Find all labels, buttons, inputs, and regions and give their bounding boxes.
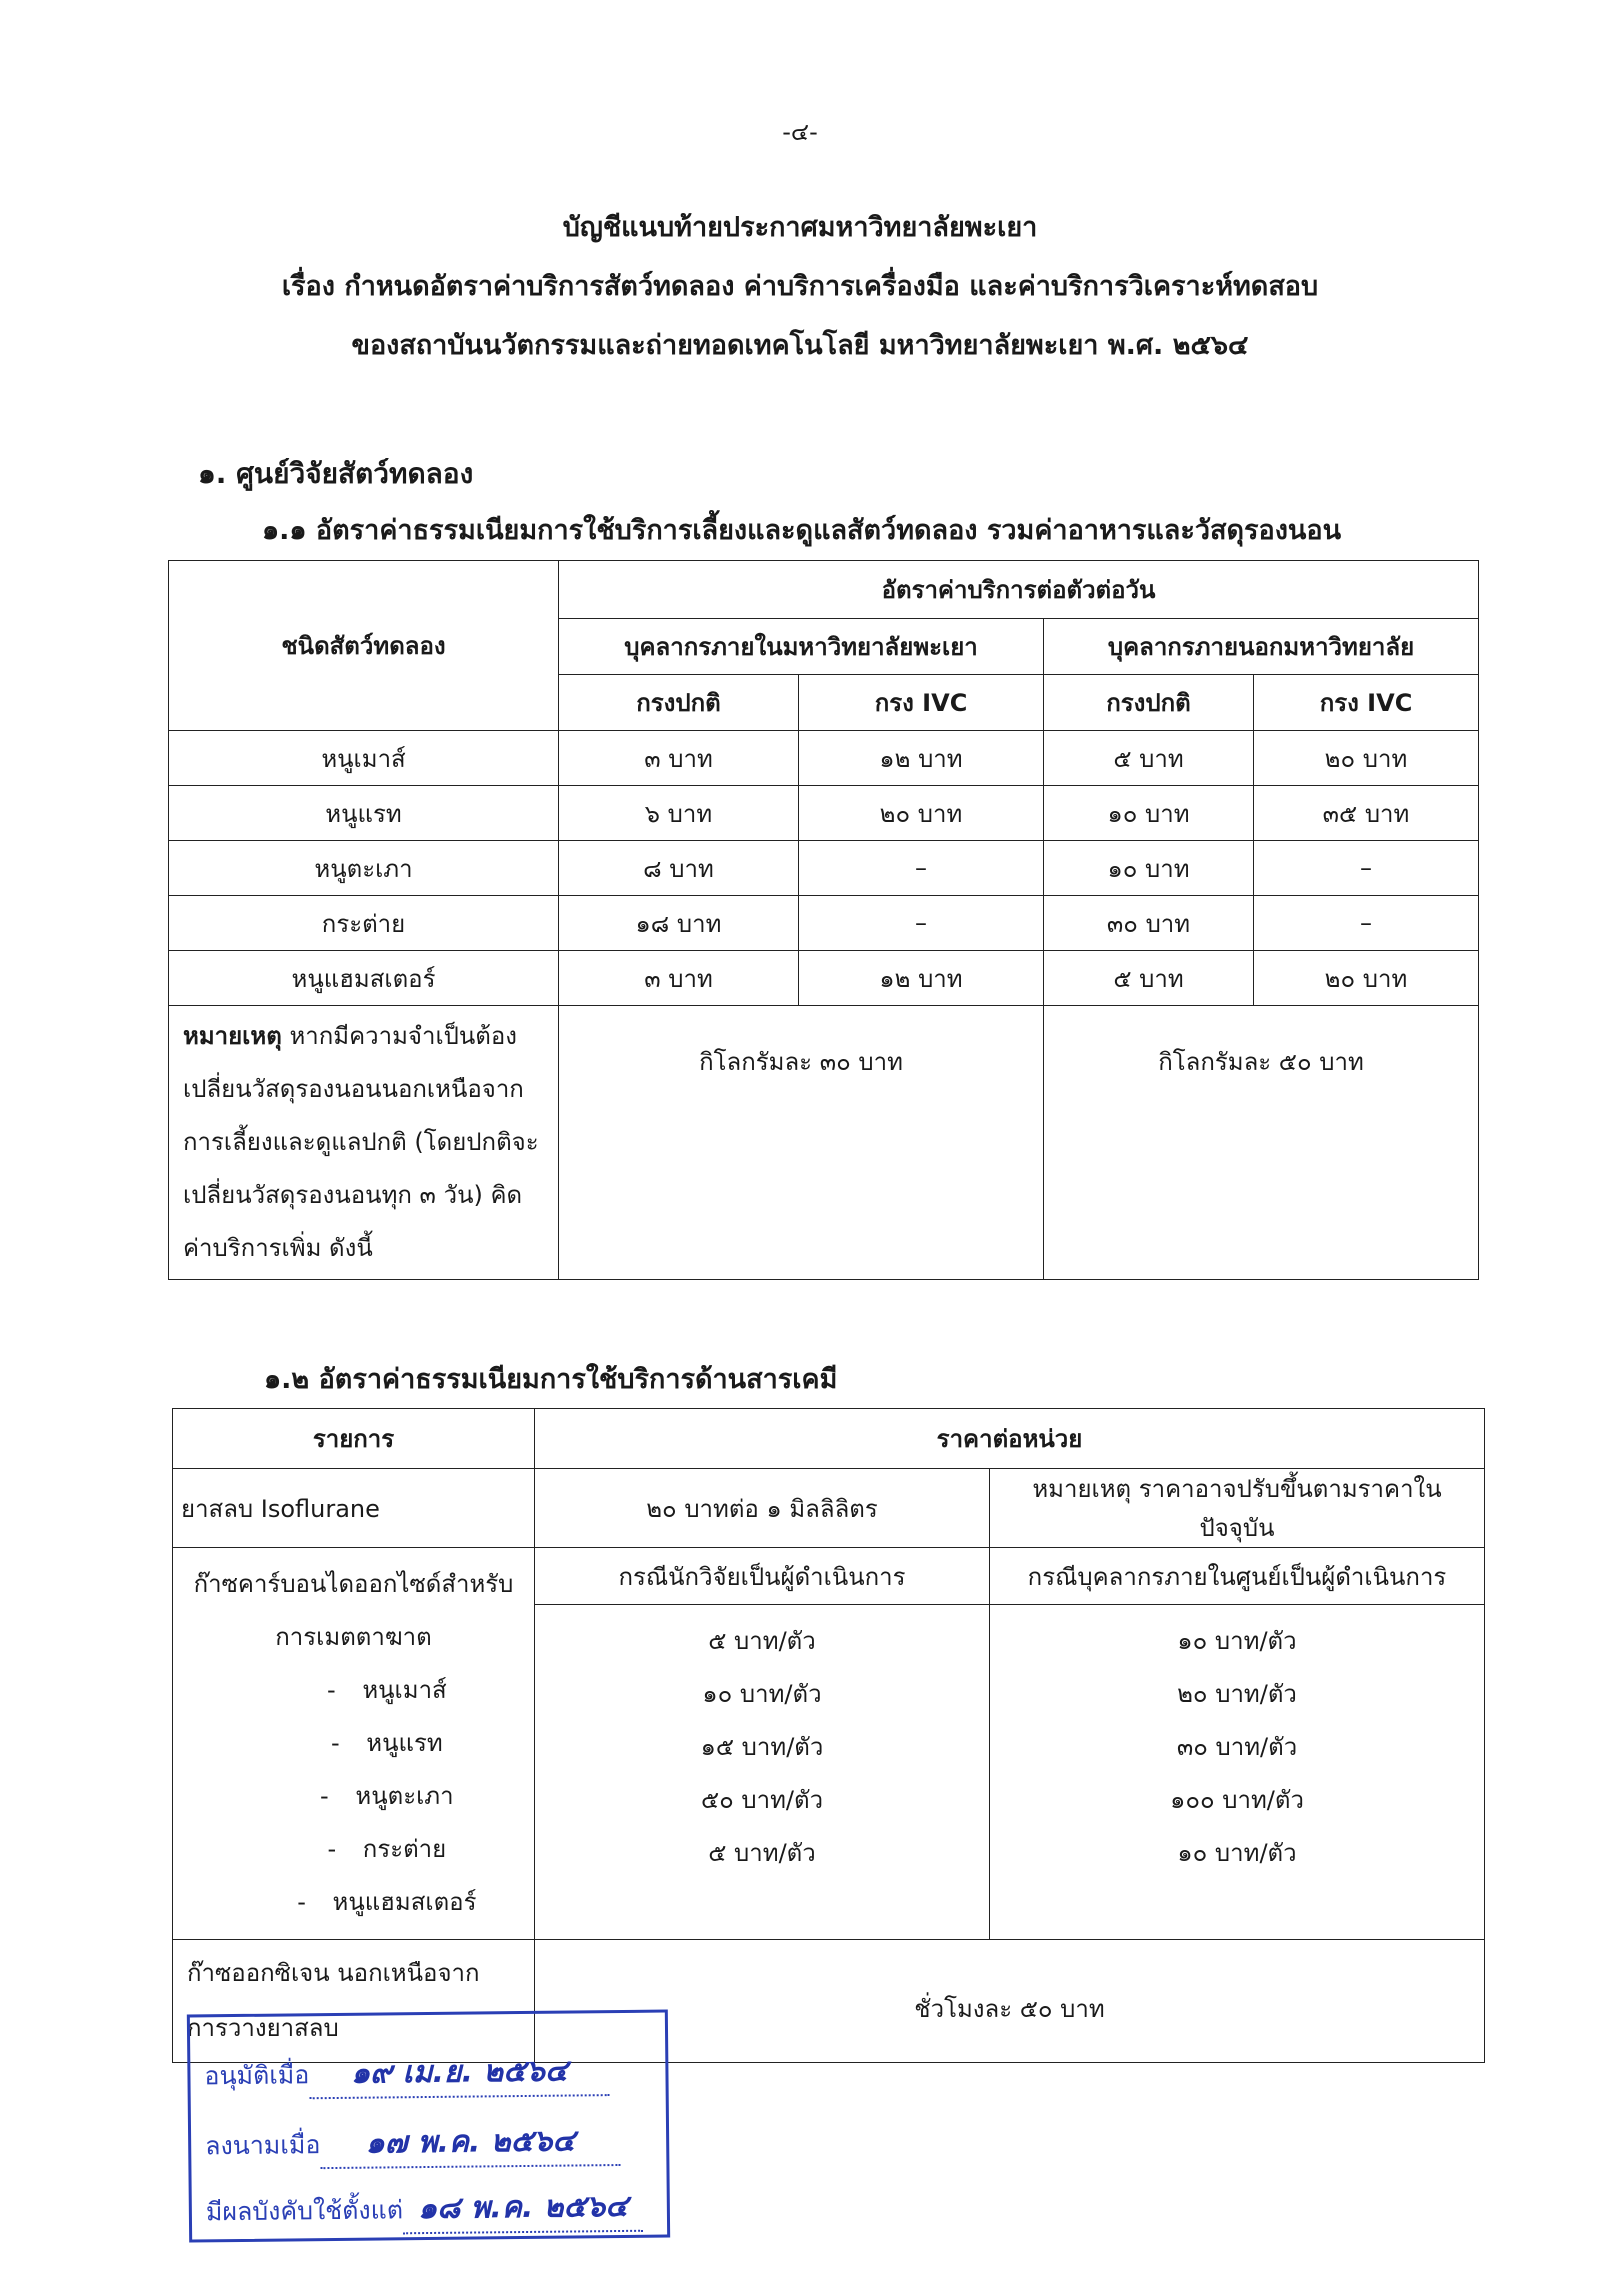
animal-name: หนูแฮมสเตอร์ xyxy=(169,951,559,1006)
price-item: ๑๐ บาท/ตัว xyxy=(1177,1839,1297,1868)
rate-cell: ๒๐ บาท xyxy=(1254,951,1479,1006)
rate-cell: ๕ บาท xyxy=(1044,731,1254,786)
animal-name: หนูเมาส์ xyxy=(362,1676,447,1704)
rate-cell: ๘ บาท xyxy=(559,841,799,896)
header-internal-staff: บุคลากรภายในมหาวิทยาลัยพะเยา xyxy=(559,619,1044,675)
researcher-prices xyxy=(535,1605,990,1940)
rate-cell: – xyxy=(799,841,1044,896)
rate-cell: – xyxy=(799,896,1044,951)
stamp-signed-line xyxy=(205,2117,621,2170)
price-item: ๒๐ บาท/ตัว xyxy=(1177,1680,1297,1709)
header-external-staff: บุคลากรภายนอกมหาวิทยาลัย xyxy=(1044,619,1479,675)
section-1-title: ๑. ศูนย์วิจัยสัตว์ทดลอง xyxy=(198,457,474,490)
animal-name: กระต่าย xyxy=(362,1835,447,1863)
oxygen-price: ชั่วโมงละ ๕๐ บาท xyxy=(535,1940,1485,2063)
table-row xyxy=(169,731,1479,786)
rate-cell: ๓๐ บาท xyxy=(1044,896,1254,951)
table-row xyxy=(169,786,1479,841)
animal-name: หนูตะเภา xyxy=(169,841,559,896)
list-item: - หนูแรท xyxy=(330,1729,443,1757)
header-price-per-unit: ราคาต่อหน่วย xyxy=(535,1409,1485,1469)
anesthetic-item: ยาสลบ Isoflurane xyxy=(173,1469,535,1548)
rate-cell: ๑๘ บาท xyxy=(559,896,799,951)
header-external-normal-cage: กรงปกติ xyxy=(1044,675,1254,731)
rate-cell: ๑๐ บาท xyxy=(1044,786,1254,841)
table-row xyxy=(169,841,1479,896)
approval-stamp xyxy=(187,2009,670,2242)
case-staff-header: กรณีบุคลากรภายในศูนย์เป็นผู้ดำเนินการ xyxy=(990,1548,1485,1605)
rate-cell: ๓๕ บาท xyxy=(1254,786,1479,841)
price-item: ๕๐ บาท/ตัว xyxy=(700,1786,824,1815)
table-row xyxy=(173,1469,1485,1548)
stamp-effective-date: ๑๘ พ.ค. ๒๕๖๔ xyxy=(403,2183,643,2235)
price-item: ๕ บาท/ตัว xyxy=(708,1627,816,1656)
page-number: -๔- xyxy=(782,118,818,146)
price-item: ๕ บาท/ตัว xyxy=(708,1839,816,1868)
rate-cell: ๑๒ บาท xyxy=(799,731,1044,786)
animal-care-rate-table xyxy=(168,560,1479,1280)
section-1-2-title: ๑.๒ อัตราค่าธรรมเนียมการใช้บริการด้านสารเคมี xyxy=(264,1364,838,1395)
animal-name: หนูแรท xyxy=(169,786,559,841)
header-item: รายการ xyxy=(173,1409,535,1469)
bedding-rate-internal: กิโลกรัมละ ๓๐ บาท xyxy=(559,1006,1044,1280)
rate-cell: ๓ บาท xyxy=(559,731,799,786)
stamp-effective-label: มีผลบังคับใช้ตั้งแต่ xyxy=(205,2195,404,2227)
rate-cell: ๓ บาท xyxy=(559,951,799,1006)
rate-cell: ๕ บาท xyxy=(1044,951,1254,1006)
rate-cell: – xyxy=(1254,896,1479,951)
header-internal-normal-cage: กรงปกติ xyxy=(559,675,799,731)
price-item: ๑๐ บาท/ตัว xyxy=(702,1680,822,1709)
anesthetic-price: ๒๐ บาทต่อ ๑ มิลลิลิตร xyxy=(535,1469,990,1548)
table-row xyxy=(169,896,1479,951)
price-item: ๓๐ บาท/ตัว xyxy=(1176,1733,1298,1762)
price-item: ๑๐๐ บาท/ตัว xyxy=(1170,1786,1304,1815)
note-text: หากมีความจำเป็นต้องเปลี่ยนวัสดุรองนอนนอกเหนือจากการเลี้ยงและดูแลปกติ (โดยปกติจะเปลี่ยนวัสดุรองนอนทุก ๓ วัน) คิดค่าบริการเพิ่ม ดังนี้ xyxy=(183,1022,539,1262)
rate-cell: ๑๐ บาท xyxy=(1044,841,1254,896)
note-label: หมายเหตุ xyxy=(183,1022,282,1050)
stamp-signed-date: ๑๗ พ.ค. ๒๕๖๔ xyxy=(320,2117,620,2169)
staff-prices xyxy=(990,1605,1485,1940)
heading-line-3: ของสถาบันนวัตกรรมและถ่ายทอดเทคโนโลยี มหาวิทยาลัยพะเยา พ.ศ. ๒๕๖๔ xyxy=(351,330,1249,361)
header-internal-ivc-cage: กรง IVC xyxy=(799,675,1044,731)
rate-cell: ๖ บาท xyxy=(559,786,799,841)
price-item: ๑๐ บาท/ตัว xyxy=(1177,1627,1297,1656)
section-1-1-title: ๑.๑ อัตราค่าธรรมเนียมการใช้บริการเลี้ยงและดูแลสัตว์ทดลอง รวมค่าอาหารและวัสดุรองนอน xyxy=(262,515,1342,546)
animal-name: หนูแรท xyxy=(366,1729,443,1757)
stamp-approved-line xyxy=(204,2047,609,2100)
rate-cell: ๒๐ บาท xyxy=(799,786,1044,841)
animal-name: หนูเมาส์ xyxy=(169,731,559,786)
animal-name: หนูแฮมสเตอร์ xyxy=(332,1888,477,1916)
case-researcher-header: กรณีนักวิจัยเป็นผู้ดำเนินการ xyxy=(535,1548,990,1605)
list-item: - หนูแฮมสเตอร์ xyxy=(297,1888,477,1916)
note-row xyxy=(169,1006,1479,1280)
oxygen-item: ก๊าซออกซิเจน นอกเหนือจากการวางยาสลบ xyxy=(173,1940,535,2063)
bedding-note xyxy=(169,1006,559,1280)
bedding-rate-external: กิโลกรัมละ ๕๐ บาท xyxy=(1044,1006,1479,1280)
list-item: - กระต่าย xyxy=(327,1835,447,1863)
stamp-approved-label: อนุมัติเมื่อ xyxy=(204,2060,310,2091)
rate-cell: ๑๒ บาท xyxy=(799,951,1044,1006)
animal-name: กระต่าย xyxy=(169,896,559,951)
header-external-ivc-cage: กรง IVC xyxy=(1254,675,1479,731)
stamp-signed-label: ลงนามเมื่อ xyxy=(205,2130,321,2161)
heading-line-1: บัญชีแนบท้ายประกาศมหาวิทยาลัยพะเยา xyxy=(562,212,1038,243)
price-item: ๑๕ บาท/ตัว xyxy=(700,1733,824,1762)
list-item: - หนูเมาส์ xyxy=(326,1676,447,1704)
rate-cell: – xyxy=(1254,841,1479,896)
rate-cell: ๒๐ บาท xyxy=(1254,731,1479,786)
table-row xyxy=(169,951,1479,1006)
co2-item-label: ก๊าซคาร์บอนไดออกไซด์สำหรับการเมตตาฆาต xyxy=(193,1570,514,1651)
heading-line-2: เรื่อง กำหนดอัตราค่าบริการสัตว์ทดลอง ค่าบริการเครื่องมือ และค่าบริการวิเคราะห์ทดสอบ xyxy=(281,271,1319,302)
list-item: - หนูตะเภา xyxy=(320,1782,454,1810)
animal-name: หนูตะเภา xyxy=(355,1782,454,1810)
co2-euthanasia-item xyxy=(173,1548,535,1940)
stamp-effective-line xyxy=(206,2183,644,2237)
table-row xyxy=(173,1548,1485,1605)
anesthetic-remark: หมายเหตุ ราคาอาจปรับขึ้นตามราคาในปัจจุบัน xyxy=(990,1469,1485,1548)
header-animal-type: ชนิดสัตว์ทดลอง xyxy=(169,561,559,731)
chemical-service-rate-table xyxy=(172,1408,1485,2063)
stamp-approved-date: ๑๙ เม.ย. ๒๕๖๔ xyxy=(309,2047,609,2099)
header-rate-per-animal-per-day: อัตราค่าบริการต่อตัวต่อวัน xyxy=(559,561,1479,619)
